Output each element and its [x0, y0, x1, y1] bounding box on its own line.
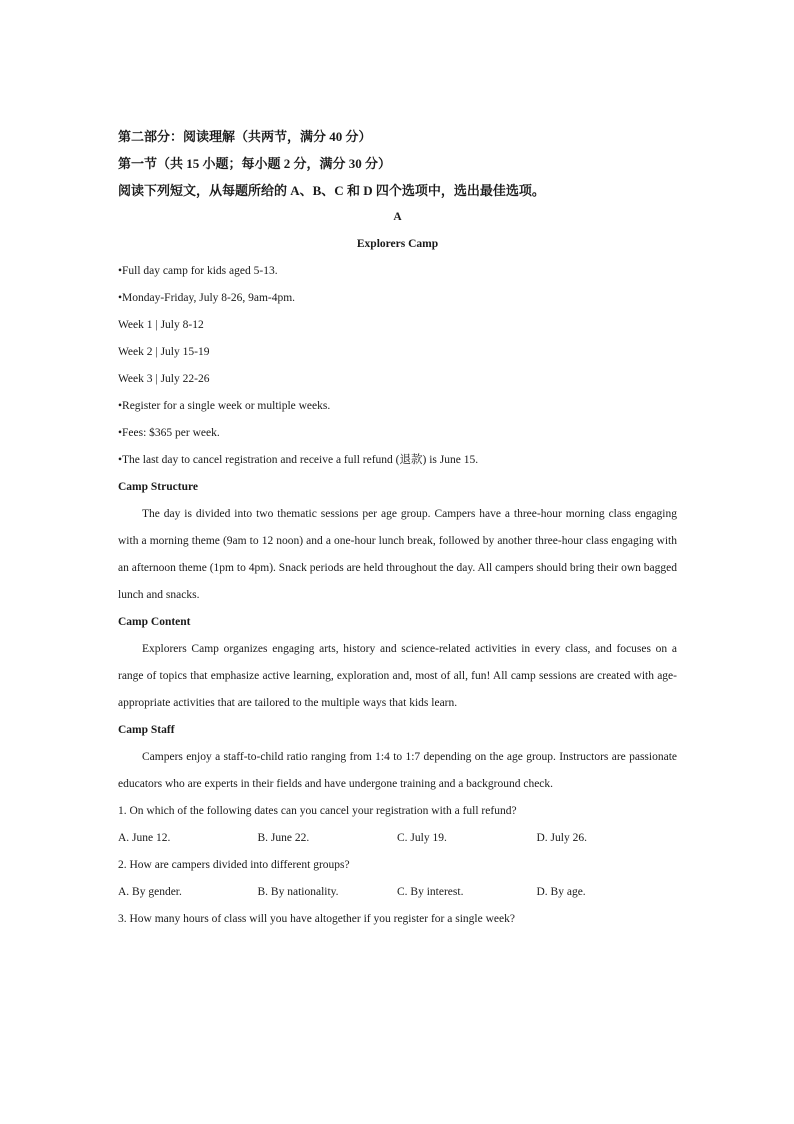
option-d[interactable]: D. July 26.: [536, 832, 587, 844]
instruction-text: 阅读下列短文，从每题所给的 A、B、C 和 D 四个选项中，选出最佳选项。: [118, 183, 545, 198]
option-c[interactable]: C. By interest.: [397, 886, 464, 898]
question-options-1: [118, 825, 677, 852]
option-a[interactable]: A. By gender.: [118, 886, 182, 898]
section-heading-staff: Camp Staff: [118, 724, 175, 736]
section-paragraph-staff: Campers enjoy a staff-to-child ratio ranging from 1:4 to 1:7 depending on the age group. Instructors are passionate educators who are experts in their fields and have undergone training and a background check.: [118, 751, 677, 790]
passage-letter: A: [393, 211, 402, 223]
week-item: Week 3 | July 22-26: [118, 373, 210, 385]
part-heading: 第二部分：阅读理解（共两节，满分 40 分）: [118, 129, 372, 144]
section-heading-content: Camp Content: [118, 616, 191, 628]
option-a[interactable]: A. June 12.: [118, 832, 171, 844]
page-content: [118, 123, 677, 933]
option-b[interactable]: B. By nationality.: [257, 886, 339, 898]
question-options-2: [118, 879, 677, 906]
question-stem-1: 1. On which of the following dates can you cancel your registration with a full refund?: [118, 805, 517, 817]
bullet-item: •Fees: $365 per week.: [118, 427, 220, 439]
week-item: Week 2 | July 15-19: [118, 346, 210, 358]
option-d[interactable]: D. By age.: [536, 886, 586, 898]
bullet-item: •Monday-Friday, July 8-26, 9am-4pm.: [118, 292, 296, 304]
bullet-item: •Full day camp for kids aged 5-13.: [118, 265, 278, 277]
section-heading-structure: Camp Structure: [118, 481, 198, 493]
passage-title: Explorers Camp: [356, 238, 439, 250]
option-b[interactable]: B. June 22.: [257, 832, 310, 844]
bullet-item: •The last day to cancel registration and receive a full refund (退款) is June 15.: [118, 454, 479, 466]
section-heading: 第一节（共 15 小题；每小题 2 分，满分 30 分）: [118, 156, 392, 171]
week-item: Week 1 | July 8-12: [118, 319, 204, 331]
question-stem-2: 2. How are campers divided into different groups?: [118, 859, 350, 871]
option-c[interactable]: C. July 19.: [397, 832, 447, 844]
bullet-item: •Register for a single week or multiple weeks.: [118, 400, 331, 412]
section-paragraph-structure: The day is divided into two thematic sessions per age group. Campers have a three-hour morning class engaging with a morning theme (9am to 12 noon) and a one-hour lunch break, followed by another three-hour class engaging with an afternoon theme (1pm to 4pm). Snack periods are held throughout the day. All campers should bring their own bagged lunch and snacks.: [118, 508, 677, 601]
question-stem-3: 3. How many hours of class will you have altogether if you register for a single week?: [118, 913, 515, 925]
section-paragraph-content: Explorers Camp organizes engaging arts, history and science-related activities in every class, and focuses on a range of topics that emphasize active learning, exploration and, most of all, fun! All camp sessions are created with age-appropriate activities that are tailored to the multiple ways that kids learn.: [118, 643, 677, 709]
